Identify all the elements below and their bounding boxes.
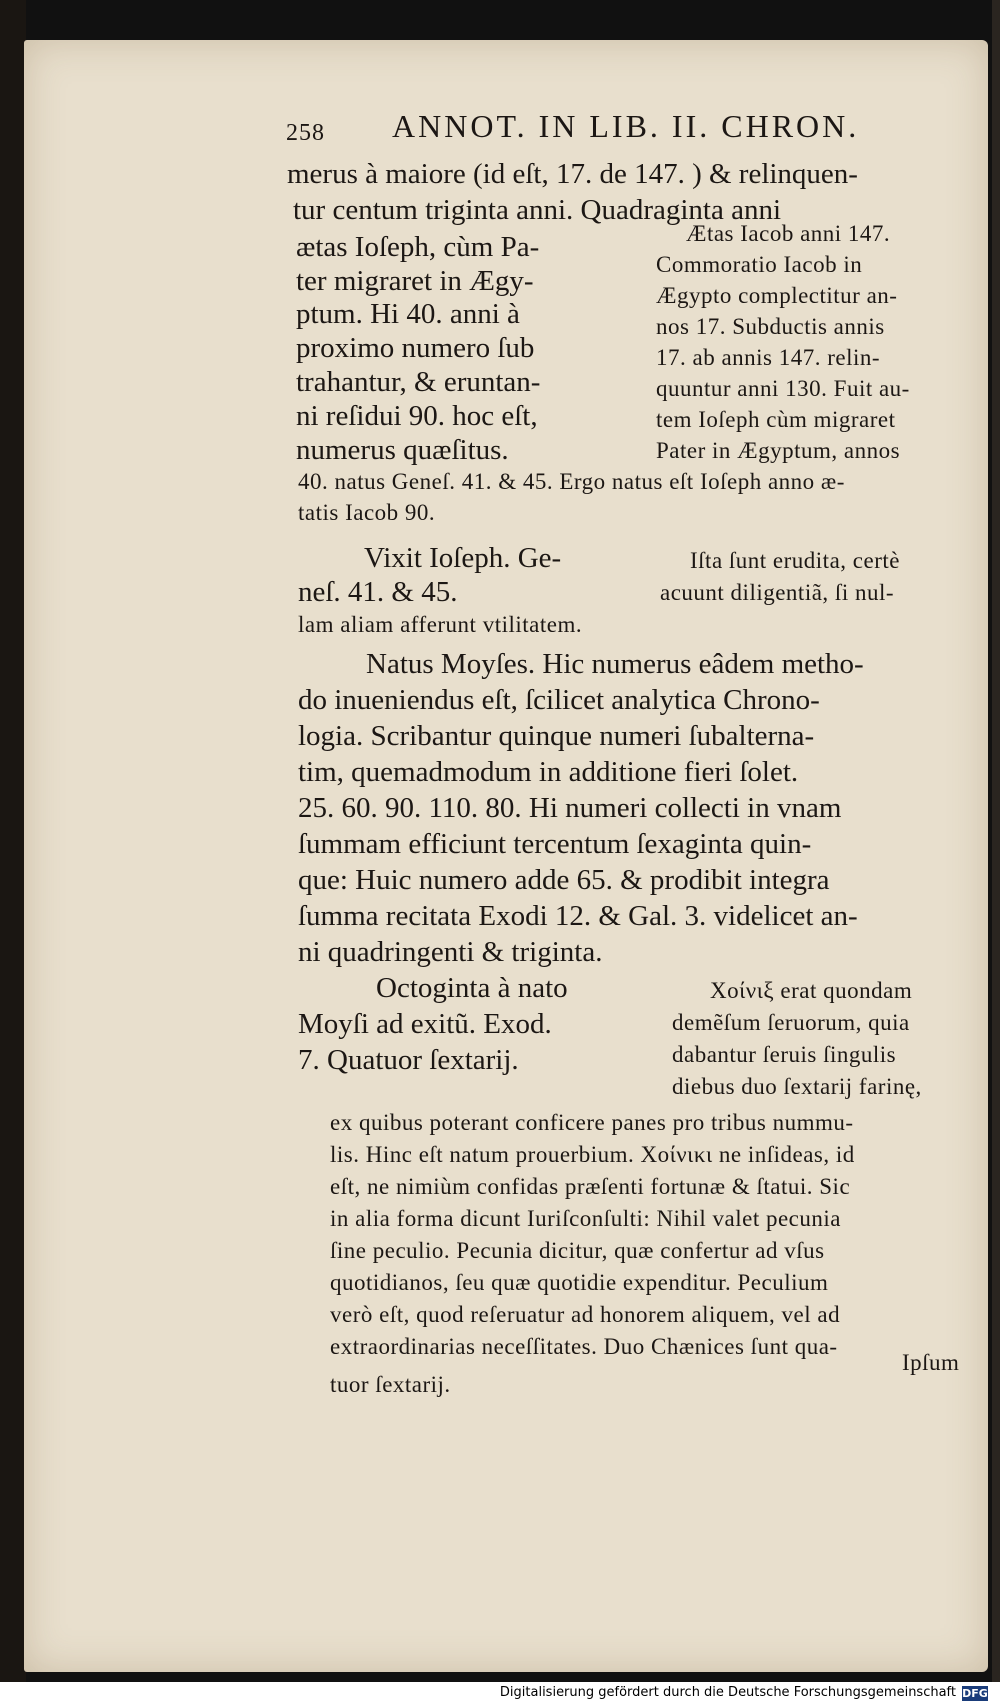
text-line: ſummam efficiunt tercentum ſexaginta quin-: [298, 828, 812, 860]
text-line: merus à maiore (id eſt, 17. de 147. ) & relinquen-: [287, 158, 858, 190]
text-line: logia. Scribantur quinque numeri ſubalterna-: [298, 720, 815, 752]
text-line: ſumma recitata Exodi 12. & Gal. 3. videlicet an-: [298, 900, 858, 932]
text-line: quuntur anni 130. Fuit au-: [656, 376, 910, 401]
text-line: extraordinarias neceſſitates. Duo Chænices ſunt qua-: [330, 1334, 838, 1359]
text-line: ſine peculio. Pecunia dicitur, quæ confertur ad vſus: [330, 1238, 825, 1263]
text-line: do inueniendus eſt, ſcilicet analytica Chrono-: [298, 684, 820, 716]
text-line: tatis Iacob 90.: [298, 500, 436, 525]
text-line: tuor ſextarij.: [330, 1372, 451, 1397]
text-line: ter migraret in Ægy-: [296, 265, 534, 297]
text-line: eſt, ne nimiùm confidas præſenti fortunæ & ſtatui. Sic: [330, 1174, 851, 1199]
text-line: diebus duo ſextarij farinę,: [672, 1074, 922, 1099]
text-line: Vixit Ioſeph. Ge-: [364, 542, 562, 574]
text-line: acuunt diligentiã, ſi nul-: [660, 580, 895, 605]
footer-credit: Digitalisierung gefördert durch die Deutsche Forschungsgemeinschaft: [499, 1685, 956, 1700]
text-line: Ætas Iacob anni 147.: [686, 221, 891, 246]
text-line: demẽſum ſeruorum, quia: [672, 1010, 910, 1035]
text-line: 17. ab annis 147. relin-: [656, 345, 881, 370]
dfg-logo: DFG: [962, 1687, 988, 1700]
text-line: tur centum triginta anni. Quadraginta anni: [293, 194, 782, 226]
text-line: proximo numero ſub: [296, 332, 535, 364]
text-line: 40. natus Geneſ. 41. & 45. Ergo natus eſt Ioſeph anno æ-: [298, 469, 845, 494]
text-line: ptum. Hi 40. anni à: [296, 298, 520, 330]
scan-edge-left: [0, 0, 26, 1706]
text-line: tem Ioſeph cùm migraret: [656, 407, 896, 432]
text-line: lis. Hinc eſt natum prouerbium. Χοίνικι ne inſideas, id: [330, 1142, 855, 1167]
text-line: Octoginta à nato: [376, 972, 568, 1004]
scan-edge-right: [992, 0, 1000, 1706]
text-line: lam aliam afferunt vtilitatem.: [298, 612, 583, 637]
running-title: ANNOT. IN LIB. II. CHRON.: [392, 108, 860, 144]
text-line: dabantur ſeruis ſingulis: [672, 1042, 897, 1067]
text-line: Ægypto complectitur an-: [656, 283, 898, 308]
text-line: neſ. 41. & 45.: [298, 576, 458, 608]
text-line: verò eſt, quod reſeruatur ad honorem aliquem, vel ad: [330, 1302, 841, 1327]
text-line: Pater in Ægyptum, annos: [656, 438, 901, 463]
text-line: Iſta ſunt erudita, certè: [690, 548, 900, 573]
text-line: que: Huic numero adde 65. & prodibit integra: [298, 864, 830, 896]
text-line: nos 17. Subductis annis: [656, 314, 885, 339]
text-line: Χοίνιξ erat quondam: [710, 978, 913, 1003]
text-line: numerus quæſitus.: [296, 434, 509, 466]
text-line: quotidianos, ſeu quæ quotidie expenditur. Peculium: [330, 1270, 829, 1295]
text-line: Moyſi ad exitũ. Exod.: [298, 1008, 552, 1040]
text-line: 7. Quatuor ſextarij.: [298, 1044, 519, 1076]
text-line: in alia forma dicunt Iuriſconſulti: Nihil valet pecunia: [330, 1206, 841, 1231]
text-line: Ipſum: [902, 1350, 960, 1375]
text-line: ex quibus poterant conficere panes pro tribus nummu-: [330, 1110, 854, 1135]
text-line: ni reſidui 90. hoc eſt,: [296, 400, 538, 432]
page-number: 258: [286, 120, 325, 146]
text-line: trahantur, & eruntan-: [296, 366, 541, 398]
text-line: ætas Ioſeph, cùm Pa-: [296, 231, 540, 263]
text-line: Natus Moyſes. Hic numerus eâdem metho-: [366, 648, 864, 680]
text-line: ni quadringenti & triginta.: [298, 936, 603, 968]
text-line: 25. 60. 90. 110. 80. Hi numeri collecti in vnam: [298, 792, 842, 824]
text-line: Commoratio Iacob in: [656, 252, 863, 277]
text-line: tim, quemadmodum in additione fieri ſolet.: [298, 756, 799, 788]
